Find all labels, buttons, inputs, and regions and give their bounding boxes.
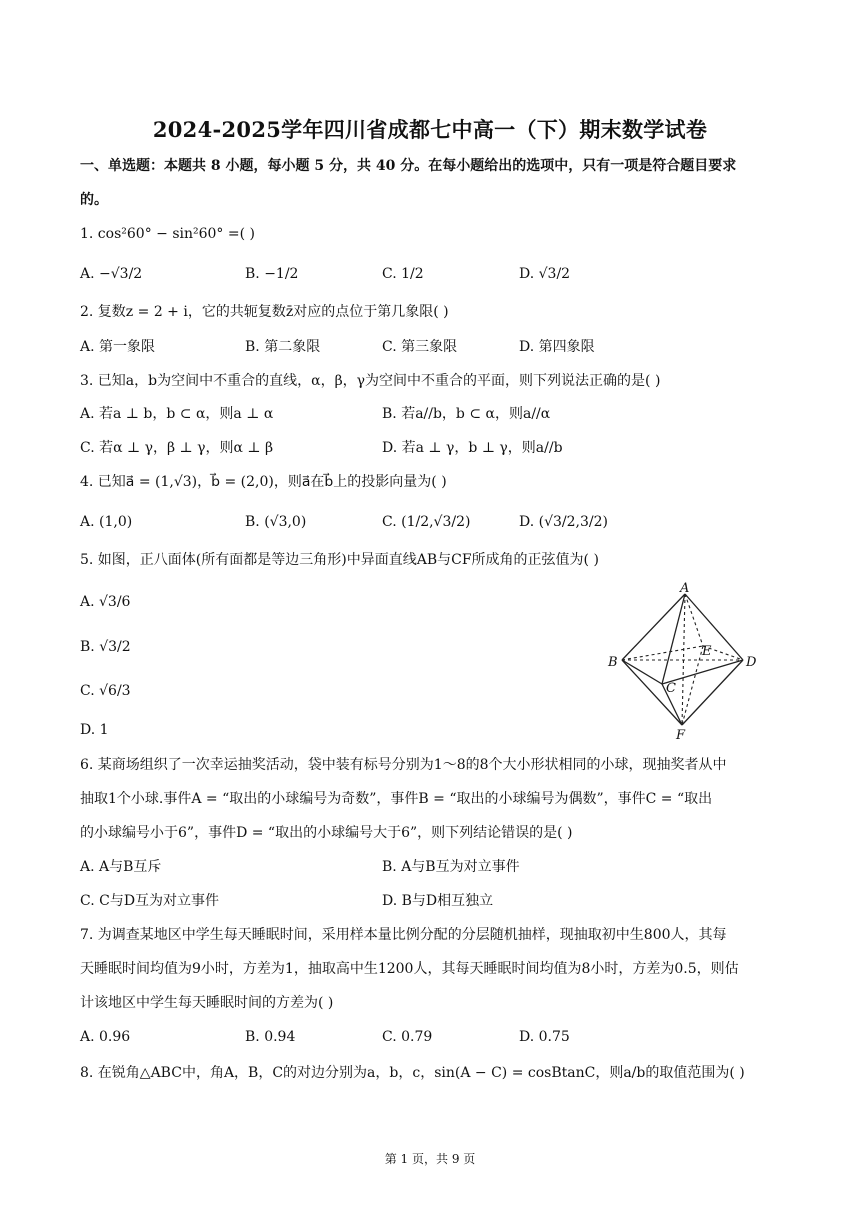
q7-option-b: B. 0.94 [245, 1029, 296, 1045]
q2-option-d: D. 第四象限 [519, 339, 595, 355]
q7-stem-line3: 计该地区中学生每天睡眠时间的方差为( ) [80, 995, 334, 1011]
q5-option-a: A. √3/6 [80, 594, 131, 610]
q4-option-a: A. (1,0) [80, 514, 133, 530]
q4-option-c: C. (1/2,√3/2) [382, 514, 471, 530]
q6-stem-line3: 的小球编号小于6”，事件D = “取出的小球编号大于6”，则下列结论错误的是( ) [80, 825, 573, 841]
q2-option-b: B. 第二象限 [245, 339, 321, 355]
q6-option-b: B. A与B互为对立事件 [382, 859, 520, 875]
q8-stem: 8. 在锐角△ABC中，角A，B，C的对边分别为a，b，c，sin(A − C) = cosBtanC，则a/b的取值范围为( ) [80, 1065, 745, 1081]
q4-stem: 4. 已知a⃗ = (1,√3)，b⃗ = (2,0)，则a⃗在b⃗上的投影向量为( ) [80, 474, 447, 490]
q1-option-b: B. −1/2 [245, 266, 299, 282]
vertex-label-b: B [608, 655, 618, 670]
q6-stem-line1: 6. 某商场组织了一次幸运抽奖活动，袋中装有标号分别为1～8的8个大小形状相同的小球，现抽奖者从中 [80, 757, 727, 773]
vertex-label-c: C [666, 681, 676, 696]
octahedron-figure [600, 582, 770, 742]
q7-option-c: C. 0.79 [382, 1029, 433, 1045]
q2-option-a: A. 第一象限 [80, 339, 156, 355]
q6-option-d: D. B与D相互独立 [382, 893, 494, 909]
vertex-label-e: E [702, 644, 712, 659]
q1-option-d: D. √3/2 [519, 266, 571, 282]
q6-option-c: C. C与D互为对立事件 [80, 893, 220, 909]
q3-stem: 3. 已知a，b为空间中不重合的直线，α，β，γ为空间中不重合的平面，则下列说法正确的是( ) [80, 373, 661, 389]
q3-option-a: A. 若a ⊥ b，b ⊂ α，则a ⊥ α [80, 406, 274, 422]
q2-stem: 2. 复数z = 2 + i，它的共轭复数z̄对应的点位于第几象限( ) [80, 304, 449, 320]
q7-option-a: A. 0.96 [80, 1029, 131, 1045]
q1-stem: 1. cos²60° − sin²60° =( ) [80, 226, 255, 242]
q3-option-d: D. 若a ⊥ γ，b ⊥ γ，则a//b [382, 440, 563, 456]
q5-option-d: D. 1 [80, 722, 109, 738]
page-title: 2024-2025学年四川省成都七中高一（下）期末数学试卷 [152, 117, 708, 142]
q4-option-b: B. (√3,0) [245, 514, 307, 530]
q1-option-c: C. 1/2 [382, 266, 424, 282]
q3-option-b: B. 若a//b，b ⊂ α，则a//α [382, 406, 551, 422]
vertex-label-a: A [680, 582, 690, 596]
q1-option-a: A. −√3/2 [80, 266, 143, 282]
q3-option-c: C. 若α ⊥ γ，β ⊥ γ，则α ⊥ β [80, 440, 274, 456]
section-heading: 一、单选题：本题共 8 小题，每小题 5 分，共 40 分。在每小题给出的选项中，只有一项是符合题目要求 [80, 158, 737, 174]
q5-stem: 5. 如图，正八面体(所有面都是等边三角形)中异面直线AB与CF所成角的正弦值为( ) [80, 552, 599, 568]
q4-option-d: D. (√3/2,3/2) [519, 514, 608, 530]
q7-stem-line2: 天睡眠时间均值为9小时，方差为1，抽取高中生1200人，其每天睡眠时间均值为8小时，方差为0.5，则估 [80, 961, 739, 977]
q5-option-b: B. √3/2 [80, 639, 131, 655]
q6-option-a: A. A与B互斥 [80, 859, 162, 875]
q7-stem-line1: 7. 为调查某地区中学生每天睡眠时间，采用样本量比例分配的分层随机抽样，现抽取初中生800人，其每 [80, 927, 727, 943]
vertex-label-f: F [676, 728, 686, 742]
vertex-label-d: D [746, 655, 757, 670]
section-heading-cont: 的。 [80, 192, 108, 208]
q7-option-d: D. 0.75 [519, 1029, 570, 1045]
page-footer: 第 1 页，共 9 页 [384, 1152, 476, 1166]
q6-stem-line2: 抽取1个小球.事件A = “取出的小球编号为奇数”，事件B = “取出的小球编号为偶数”，事件C = “取出 [80, 791, 713, 807]
q2-option-c: C. 第三象限 [382, 339, 458, 355]
q5-option-c: C. √6/3 [80, 683, 131, 699]
